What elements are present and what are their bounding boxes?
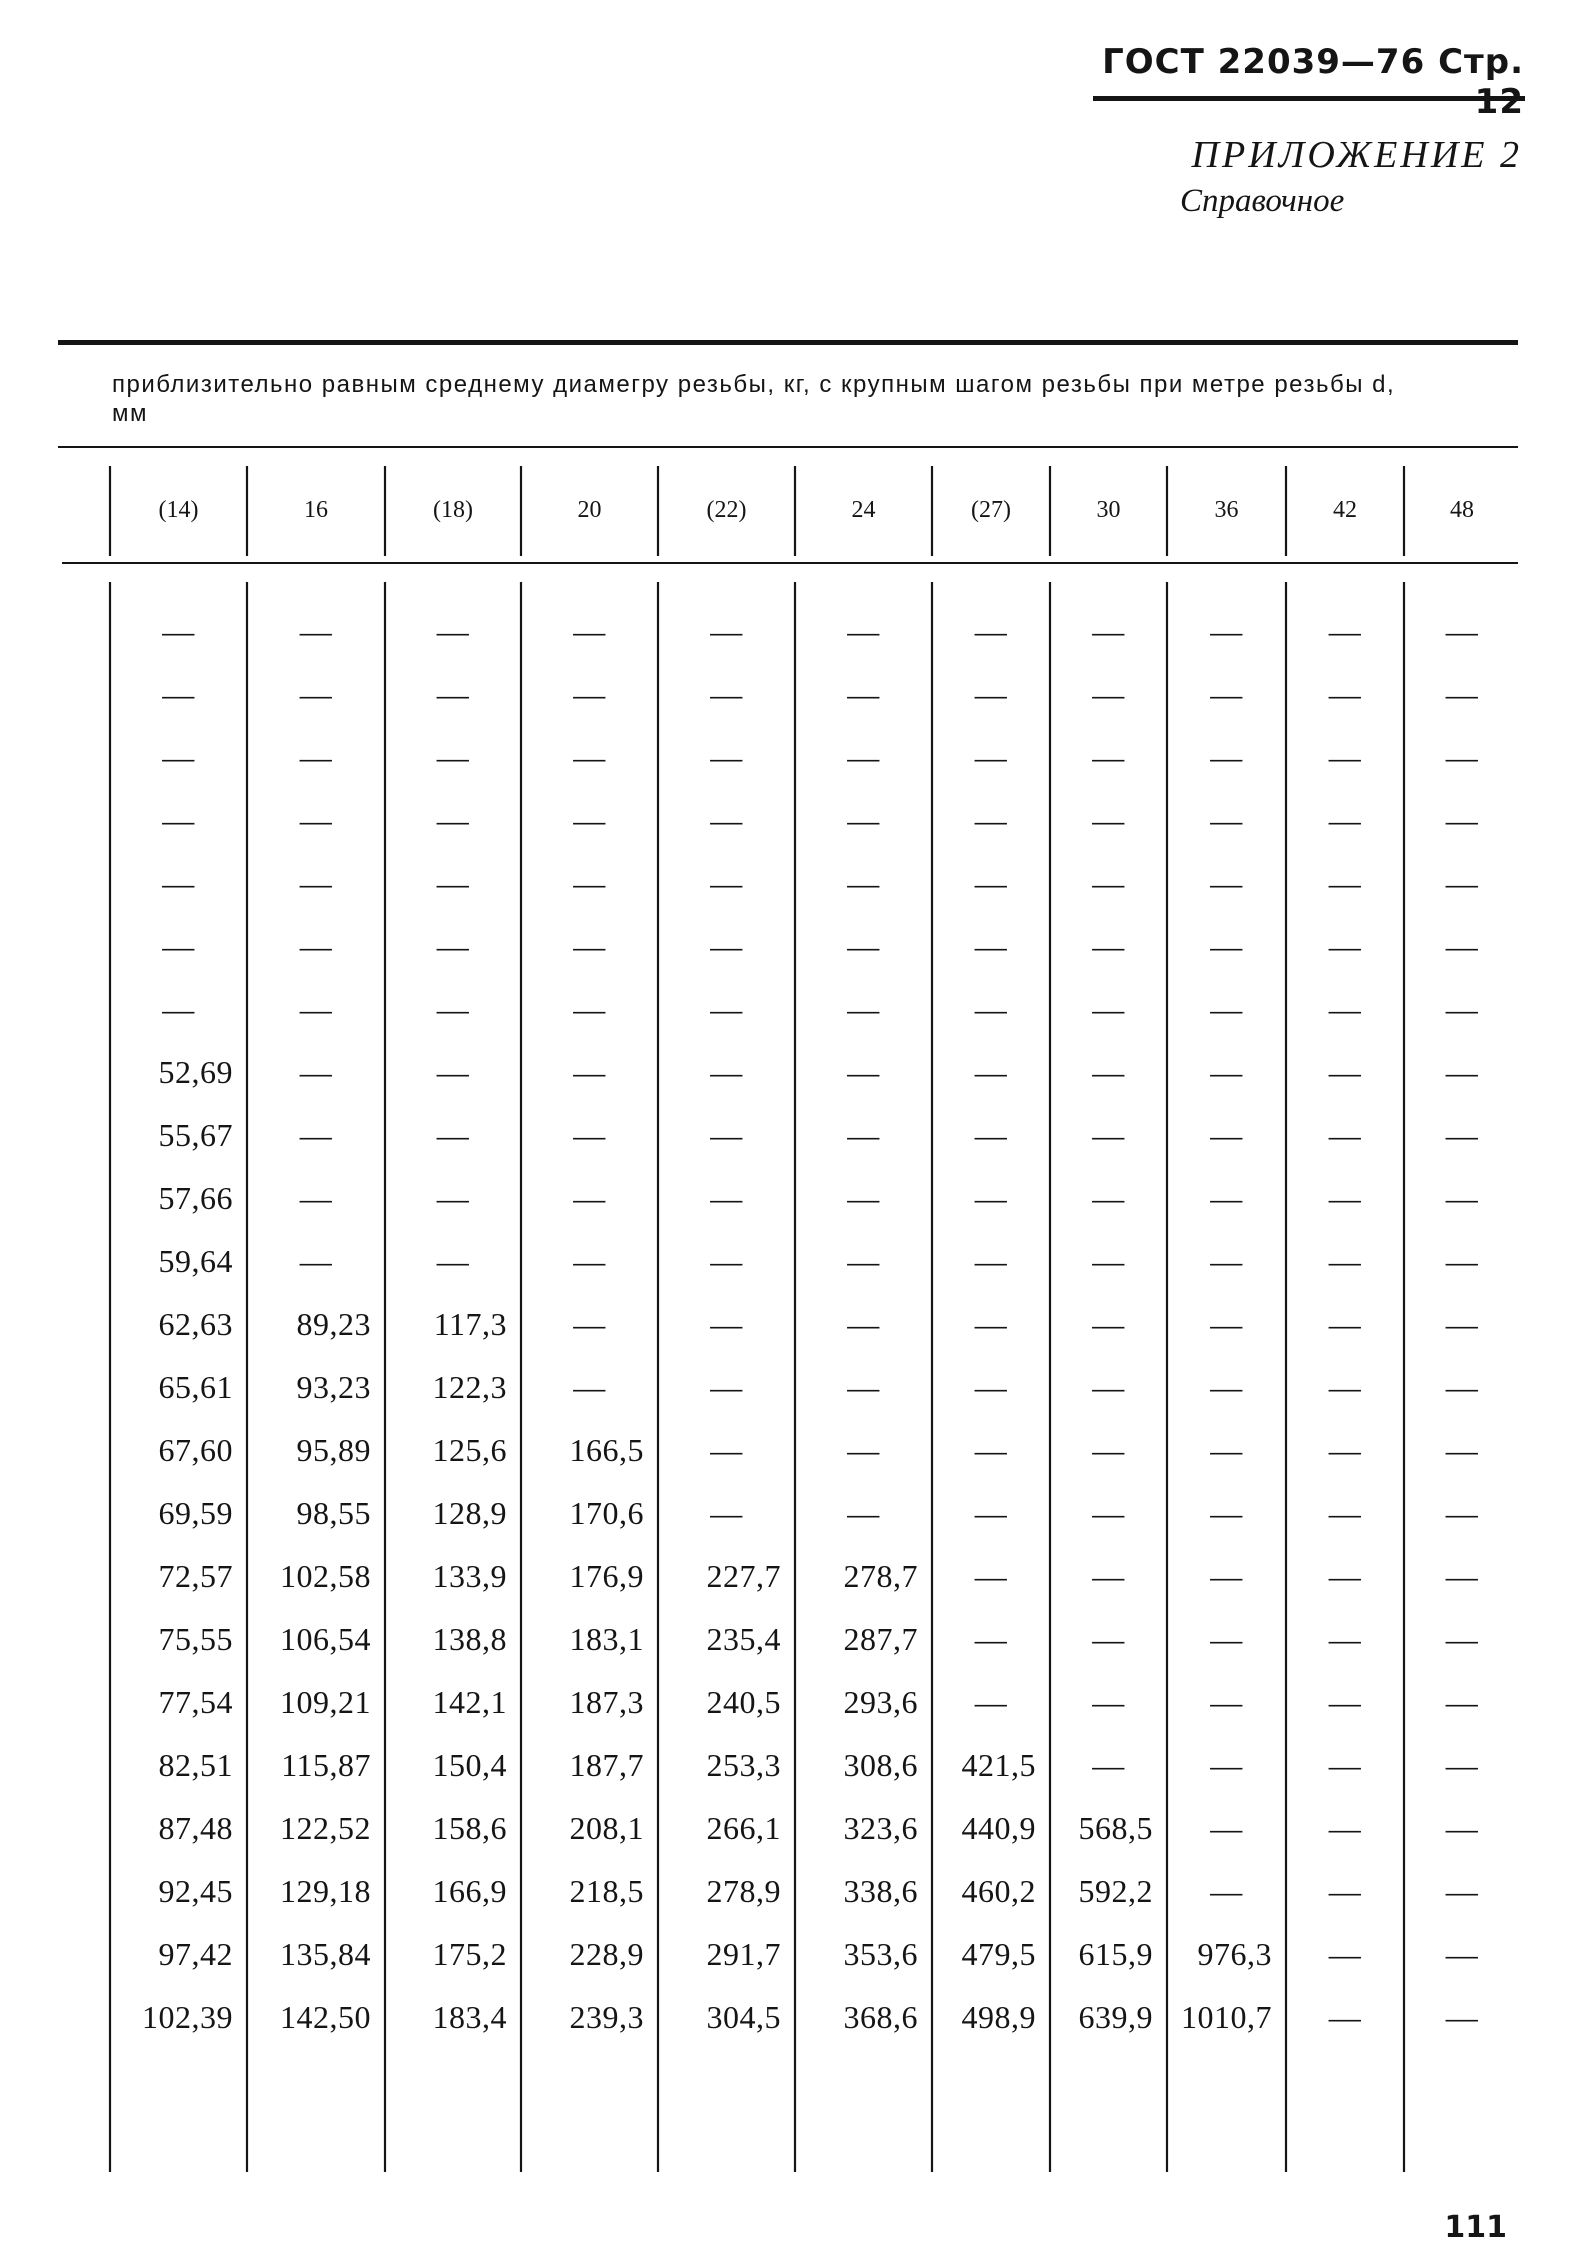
table-cell: 338,6 bbox=[843, 1872, 918, 1909]
table-cell: — bbox=[1445, 1242, 1479, 1279]
table-cell: — bbox=[974, 1620, 1008, 1657]
table-cell: — bbox=[299, 675, 333, 712]
table-cell: — bbox=[847, 738, 880, 775]
table-cell: — bbox=[1328, 1872, 1362, 1909]
table-cell: — bbox=[710, 927, 743, 964]
table-cell: — bbox=[1445, 1053, 1479, 1090]
table-cell: — bbox=[1210, 1620, 1243, 1657]
table-cell: — bbox=[1210, 612, 1243, 649]
table-cell: — bbox=[847, 1494, 880, 1531]
table-cell: 368,6 bbox=[843, 1998, 918, 2035]
table-cell: — bbox=[1328, 1305, 1362, 1342]
table-cell: 440,9 bbox=[961, 1809, 1036, 1846]
table-cell: 240,5 bbox=[706, 1683, 781, 1720]
table-cell: — bbox=[710, 1116, 743, 1153]
table-cell: — bbox=[974, 675, 1008, 712]
table-cell: 142,1 bbox=[432, 1683, 507, 1720]
table-cell: — bbox=[436, 801, 470, 838]
column-header: (18) bbox=[433, 496, 473, 523]
table-cell: — bbox=[162, 927, 195, 964]
table-cell: — bbox=[1210, 1179, 1243, 1216]
table-cell: 176,9 bbox=[569, 1557, 644, 1594]
table-cell: 266,1 bbox=[706, 1809, 781, 1846]
table-cell: — bbox=[573, 1242, 606, 1279]
table-row bbox=[0, 1364, 1577, 1410]
table-cell: — bbox=[1328, 738, 1362, 775]
table-cell: 135,84 bbox=[280, 1935, 371, 1972]
table-row bbox=[0, 1049, 1577, 1095]
appendix-subtitle: Справочное bbox=[1180, 183, 1345, 219]
table-cell: — bbox=[299, 801, 333, 838]
table-cell: — bbox=[1328, 612, 1362, 649]
table-row bbox=[0, 1553, 1577, 1599]
table-cell: — bbox=[573, 612, 606, 649]
table-row bbox=[0, 671, 1577, 717]
table-row bbox=[0, 1679, 1577, 1725]
table-cell: — bbox=[162, 612, 195, 649]
table-cell: 228,9 bbox=[569, 1935, 644, 1972]
table-cell: — bbox=[573, 1116, 606, 1153]
table-cell: 106,54 bbox=[280, 1620, 371, 1657]
table-cell: — bbox=[1210, 927, 1243, 964]
column-header: 42 bbox=[1333, 496, 1357, 523]
table-cell: — bbox=[1092, 612, 1125, 649]
table-cell: — bbox=[162, 990, 195, 1027]
table-cell: — bbox=[299, 738, 333, 775]
table-cell: — bbox=[1328, 927, 1362, 964]
table-row bbox=[0, 860, 1577, 906]
table-cell: — bbox=[436, 864, 470, 901]
table-row bbox=[0, 986, 1577, 1032]
table-cell: — bbox=[1210, 675, 1243, 712]
table-cell: 304,5 bbox=[706, 1998, 781, 2035]
table-cell: 639,9 bbox=[1078, 1998, 1153, 2035]
table-cell: — bbox=[1092, 675, 1125, 712]
table-cell: — bbox=[847, 1053, 880, 1090]
table-cell: — bbox=[974, 801, 1008, 838]
table-cell: 239,3 bbox=[569, 1998, 644, 2035]
table-row bbox=[0, 1742, 1577, 1788]
table-cell: — bbox=[1210, 864, 1243, 901]
table-cell: — bbox=[710, 738, 743, 775]
table-cell: — bbox=[710, 1368, 743, 1405]
table-cell: 183,1 bbox=[569, 1620, 644, 1657]
table-row bbox=[0, 1175, 1577, 1221]
table-cell: — bbox=[299, 927, 333, 964]
table-cell: — bbox=[1328, 801, 1362, 838]
table-cell: — bbox=[974, 1305, 1008, 1342]
table-cell: — bbox=[573, 738, 606, 775]
table-cell: — bbox=[847, 675, 880, 712]
table-cell: — bbox=[847, 1368, 880, 1405]
table-cell: — bbox=[1445, 1746, 1479, 1783]
table-cell: — bbox=[1328, 675, 1362, 712]
table-cell: — bbox=[974, 1683, 1008, 1720]
table-cell: — bbox=[573, 1305, 606, 1342]
table-cell: — bbox=[1210, 1494, 1243, 1531]
table-row bbox=[0, 1490, 1577, 1536]
table-cell: — bbox=[710, 1431, 743, 1468]
table-cell: 278,7 bbox=[843, 1557, 918, 1594]
table-cell: — bbox=[1328, 1620, 1362, 1657]
table-cell: — bbox=[974, 1494, 1008, 1531]
table-cell: — bbox=[573, 1053, 606, 1090]
table-cell: 278,9 bbox=[706, 1872, 781, 1909]
table-cell: — bbox=[1445, 1305, 1479, 1342]
table-cell: 421,5 bbox=[961, 1746, 1036, 1783]
table-cell: — bbox=[162, 738, 195, 775]
table-cell: 57,66 bbox=[158, 1179, 233, 1216]
table-cell: — bbox=[1445, 738, 1479, 775]
table-cell: — bbox=[299, 1053, 333, 1090]
table-cell: — bbox=[1445, 1116, 1479, 1153]
table-cell: — bbox=[573, 675, 606, 712]
table-cell: — bbox=[573, 1368, 606, 1405]
table-cell: 102,58 bbox=[280, 1557, 371, 1594]
table-cell: 183,4 bbox=[432, 1998, 507, 2035]
table-cell: — bbox=[710, 1242, 743, 1279]
table-cell: — bbox=[436, 1242, 470, 1279]
table-cell: — bbox=[847, 1431, 880, 1468]
table-cell: 287,7 bbox=[843, 1620, 918, 1657]
table-cell: 293,6 bbox=[843, 1683, 918, 1720]
table-cell: — bbox=[1328, 1557, 1362, 1594]
table-cell: — bbox=[1445, 1431, 1479, 1468]
table-cell: 568,5 bbox=[1078, 1809, 1153, 1846]
table-cell: — bbox=[847, 990, 880, 1027]
table-cell: — bbox=[436, 738, 470, 775]
table-cell: 98,55 bbox=[296, 1494, 371, 1531]
table-cell: — bbox=[847, 1179, 880, 1216]
table-row bbox=[0, 734, 1577, 780]
table-row bbox=[0, 1931, 1577, 1977]
table-cell: — bbox=[1210, 1368, 1243, 1405]
table-cell: — bbox=[1210, 1746, 1243, 1783]
table-cell: — bbox=[436, 927, 470, 964]
table-cell: — bbox=[1092, 1116, 1125, 1153]
table-cell: — bbox=[1210, 1872, 1243, 1909]
table-cell: 227,7 bbox=[706, 1557, 781, 1594]
table-row bbox=[0, 1616, 1577, 1662]
table-cell: — bbox=[1092, 738, 1125, 775]
table-cell: — bbox=[299, 1179, 333, 1216]
table-cell: 128,9 bbox=[432, 1494, 507, 1531]
table-cell: 95,89 bbox=[296, 1431, 371, 1468]
table-cell: — bbox=[1092, 1242, 1125, 1279]
table-cell: — bbox=[1328, 1494, 1362, 1531]
table-cell: 65,61 bbox=[158, 1368, 233, 1405]
table-cell: — bbox=[1445, 1368, 1479, 1405]
table-cell: — bbox=[1328, 1998, 1362, 2035]
table-cell: 117,3 bbox=[433, 1305, 507, 1342]
table-cell: — bbox=[710, 1305, 743, 1342]
table-cell: — bbox=[710, 1053, 743, 1090]
table-row bbox=[0, 1427, 1577, 1473]
table-cell: — bbox=[299, 990, 333, 1027]
table-cell: — bbox=[1328, 1368, 1362, 1405]
column-header: 24 bbox=[851, 496, 876, 523]
column-header: 48 bbox=[1450, 496, 1474, 523]
table-cell: — bbox=[1092, 1620, 1125, 1657]
table-cell: — bbox=[974, 1242, 1008, 1279]
table-cell: — bbox=[1210, 1116, 1243, 1153]
table-cell: — bbox=[1092, 990, 1125, 1027]
table-cell: 170,6 bbox=[569, 1494, 644, 1531]
table-cell: — bbox=[1092, 1368, 1125, 1405]
table-cell: — bbox=[1328, 1683, 1362, 1720]
table-cell: — bbox=[710, 675, 743, 712]
table-cell: 308,6 bbox=[843, 1746, 918, 1783]
table-cell: 55,67 bbox=[158, 1116, 233, 1153]
table-cell: — bbox=[974, 612, 1008, 649]
table-cell: 1010,7 bbox=[1181, 1998, 1272, 2035]
table-row bbox=[0, 1805, 1577, 1851]
table-cell: — bbox=[847, 927, 880, 964]
table-cell: — bbox=[710, 612, 743, 649]
table-cell: 592,2 bbox=[1078, 1872, 1153, 1909]
table-cell: — bbox=[974, 1557, 1008, 1594]
table-cell: 158,6 bbox=[432, 1809, 507, 1846]
column-header: 20 bbox=[577, 496, 602, 523]
table-cell: 142,50 bbox=[280, 1998, 371, 2035]
table-cell: 353,6 bbox=[843, 1935, 918, 1972]
column-header: (27) bbox=[971, 496, 1011, 523]
table-cell: — bbox=[162, 864, 195, 901]
table-cell: — bbox=[974, 1431, 1008, 1468]
table-cell: 69,59 bbox=[158, 1494, 233, 1531]
table-cell: 87,48 bbox=[158, 1809, 233, 1846]
table-cell: — bbox=[710, 801, 743, 838]
table-cell: — bbox=[1328, 1053, 1362, 1090]
table-cell: — bbox=[1445, 1998, 1479, 2035]
table-cell: — bbox=[1210, 1242, 1243, 1279]
table-cell: — bbox=[974, 1053, 1008, 1090]
table-caption: приблизительно равным среднему диамегру резьбы, кг, с крупным шагом резьбы при метре резьбы d, мм bbox=[112, 371, 1396, 427]
table-cell: — bbox=[1445, 927, 1479, 964]
table-cell: — bbox=[1210, 1557, 1243, 1594]
table-cell: 498,9 bbox=[961, 1998, 1036, 2035]
table-cell: — bbox=[1092, 1494, 1125, 1531]
table-cell: 59,64 bbox=[158, 1242, 233, 1279]
table-cell: 93,23 bbox=[296, 1368, 371, 1405]
table-cell: 115,87 bbox=[281, 1746, 371, 1783]
table-cell: — bbox=[1328, 1809, 1362, 1846]
table-cell: — bbox=[436, 612, 470, 649]
table-cell: — bbox=[1445, 1872, 1479, 1909]
table-cell: 323,6 bbox=[843, 1809, 918, 1846]
table-cell: — bbox=[1445, 864, 1479, 901]
table-cell: — bbox=[1210, 1809, 1243, 1846]
document-reference: ГОСТ 22039—76 Стр. 12 bbox=[1102, 42, 1524, 122]
table-cell: — bbox=[1092, 1557, 1125, 1594]
table-cell: 615,9 bbox=[1078, 1935, 1153, 1972]
table-cell: 150,4 bbox=[432, 1746, 507, 1783]
table-cell: — bbox=[436, 675, 470, 712]
table-cell: — bbox=[974, 990, 1008, 1027]
table-cell: 82,51 bbox=[158, 1746, 233, 1783]
table-cell: — bbox=[573, 990, 606, 1027]
table-row bbox=[0, 923, 1577, 969]
page-number: 111 bbox=[1444, 2210, 1507, 2245]
table-cell: — bbox=[436, 1053, 470, 1090]
table-cell: 125,6 bbox=[432, 1431, 507, 1468]
table-cell: — bbox=[1210, 1431, 1243, 1468]
table-cell: — bbox=[847, 1242, 880, 1279]
table-cell: — bbox=[436, 1116, 470, 1153]
table-cell: — bbox=[1445, 801, 1479, 838]
table-cell: 102,39 bbox=[142, 1998, 233, 2035]
table-cell: — bbox=[974, 927, 1008, 964]
table-cell: — bbox=[1328, 1746, 1362, 1783]
table-cell: — bbox=[1210, 1683, 1243, 1720]
table-cell: — bbox=[436, 990, 470, 1027]
table-cell: — bbox=[573, 927, 606, 964]
table-cell: 133,9 bbox=[432, 1557, 507, 1594]
table-cell: 89,23 bbox=[296, 1305, 371, 1342]
table-cell: — bbox=[299, 864, 333, 901]
table-cell: — bbox=[573, 1179, 606, 1216]
table-row bbox=[0, 1994, 1577, 2040]
table-cell: — bbox=[1328, 1179, 1362, 1216]
table-cell: — bbox=[1445, 1683, 1479, 1720]
table-cell: 976,3 bbox=[1197, 1935, 1272, 1972]
table-cell: — bbox=[1092, 1305, 1125, 1342]
column-header: (14) bbox=[158, 496, 199, 523]
table-cell: — bbox=[299, 612, 333, 649]
table-cell: 187,7 bbox=[569, 1746, 644, 1783]
table-cell: 187,3 bbox=[569, 1683, 644, 1720]
table-cell: 122,52 bbox=[280, 1809, 371, 1846]
table-cell: — bbox=[974, 864, 1008, 901]
table-cell: — bbox=[1092, 864, 1125, 901]
table-cell: — bbox=[1445, 1494, 1479, 1531]
table-cell: 479,5 bbox=[961, 1935, 1036, 1972]
table-cell: — bbox=[1328, 864, 1362, 901]
table-row bbox=[0, 1112, 1577, 1158]
table-cell: 77,54 bbox=[158, 1683, 233, 1720]
table-cell: 67,60 bbox=[158, 1431, 233, 1468]
table-cell: — bbox=[1210, 1053, 1243, 1090]
table-row bbox=[0, 797, 1577, 843]
table-cell: 218,5 bbox=[569, 1872, 644, 1909]
table-cell: — bbox=[847, 1116, 880, 1153]
table-cell: — bbox=[1210, 990, 1243, 1027]
table-row bbox=[0, 1238, 1577, 1284]
table-cell: — bbox=[1210, 801, 1243, 838]
table-cell: — bbox=[1092, 1746, 1125, 1783]
table-cell: — bbox=[1445, 1557, 1479, 1594]
table-cell: — bbox=[1092, 801, 1125, 838]
appendix-title: ПРИЛОЖЕНИЕ 2 bbox=[1191, 134, 1522, 176]
table-cell: — bbox=[1445, 990, 1479, 1027]
table-cell: — bbox=[847, 1305, 880, 1342]
table-cell: 460,2 bbox=[961, 1872, 1036, 1909]
table-cell: 75,55 bbox=[158, 1620, 233, 1657]
table-cell: — bbox=[1445, 1620, 1479, 1657]
table-cell: 52,69 bbox=[158, 1053, 233, 1090]
table-cell: — bbox=[573, 864, 606, 901]
table-cell: — bbox=[1445, 612, 1479, 649]
table-row bbox=[0, 1868, 1577, 1914]
table-cell: — bbox=[1328, 1242, 1362, 1279]
table-cell: 138,8 bbox=[432, 1620, 507, 1657]
table-cell: — bbox=[710, 990, 743, 1027]
table-cell: — bbox=[1092, 1179, 1125, 1216]
table-cell: — bbox=[847, 612, 880, 649]
table-cell: — bbox=[1092, 1053, 1125, 1090]
table-row bbox=[0, 1301, 1577, 1347]
table-cell: 175,2 bbox=[432, 1935, 507, 1972]
table-cell: — bbox=[1445, 1179, 1479, 1216]
table-cell: — bbox=[1328, 1935, 1362, 1972]
table-cell: — bbox=[847, 801, 880, 838]
table-cell: — bbox=[1092, 927, 1125, 964]
table-cell: — bbox=[1445, 1809, 1479, 1846]
table-cell: — bbox=[1328, 1116, 1362, 1153]
table-cell: — bbox=[1328, 1431, 1362, 1468]
table-cell: 235,4 bbox=[706, 1620, 781, 1657]
table-cell: — bbox=[974, 1179, 1008, 1216]
column-header: (22) bbox=[706, 496, 747, 523]
table-cell: — bbox=[710, 1494, 743, 1531]
table-row bbox=[0, 608, 1577, 654]
table-cell: — bbox=[162, 675, 195, 712]
table-cell: 208,1 bbox=[569, 1809, 644, 1846]
table-cell: — bbox=[436, 1179, 470, 1216]
column-header: 16 bbox=[304, 496, 328, 523]
table-cell: 253,3 bbox=[706, 1746, 781, 1783]
table-cell: — bbox=[974, 738, 1008, 775]
table-cell: — bbox=[1210, 1305, 1243, 1342]
table-cell: — bbox=[710, 864, 743, 901]
table-cell: 92,45 bbox=[158, 1872, 233, 1909]
table-cell: 166,9 bbox=[432, 1872, 507, 1909]
table-cell: — bbox=[974, 1368, 1008, 1405]
table-cell: — bbox=[1092, 1431, 1125, 1468]
table-cell: 291,7 bbox=[706, 1935, 781, 1972]
table-cell: 122,3 bbox=[432, 1368, 507, 1405]
table-cell: 62,63 bbox=[158, 1305, 233, 1342]
column-header: 36 bbox=[1214, 496, 1239, 523]
table-cell: — bbox=[1445, 675, 1479, 712]
table-cell: — bbox=[847, 864, 880, 901]
table-cell: — bbox=[1092, 1683, 1125, 1720]
table-cell: — bbox=[710, 1179, 743, 1216]
table-cell: — bbox=[1210, 738, 1243, 775]
table-cell: — bbox=[974, 1116, 1008, 1153]
table-cell: — bbox=[1328, 990, 1362, 1027]
column-header: 30 bbox=[1096, 496, 1121, 523]
table-cell: 72,57 bbox=[158, 1557, 233, 1594]
table-cell: 129,18 bbox=[280, 1872, 371, 1909]
table-cell: — bbox=[299, 1116, 333, 1153]
table-cell: — bbox=[573, 801, 606, 838]
table-cell: — bbox=[299, 1242, 333, 1279]
table-cell: 166,5 bbox=[569, 1431, 644, 1468]
table-cell: — bbox=[162, 801, 195, 838]
table-cell: 109,21 bbox=[280, 1683, 371, 1720]
table-cell: 97,42 bbox=[158, 1935, 233, 1972]
table-cell: — bbox=[1445, 1935, 1479, 1972]
